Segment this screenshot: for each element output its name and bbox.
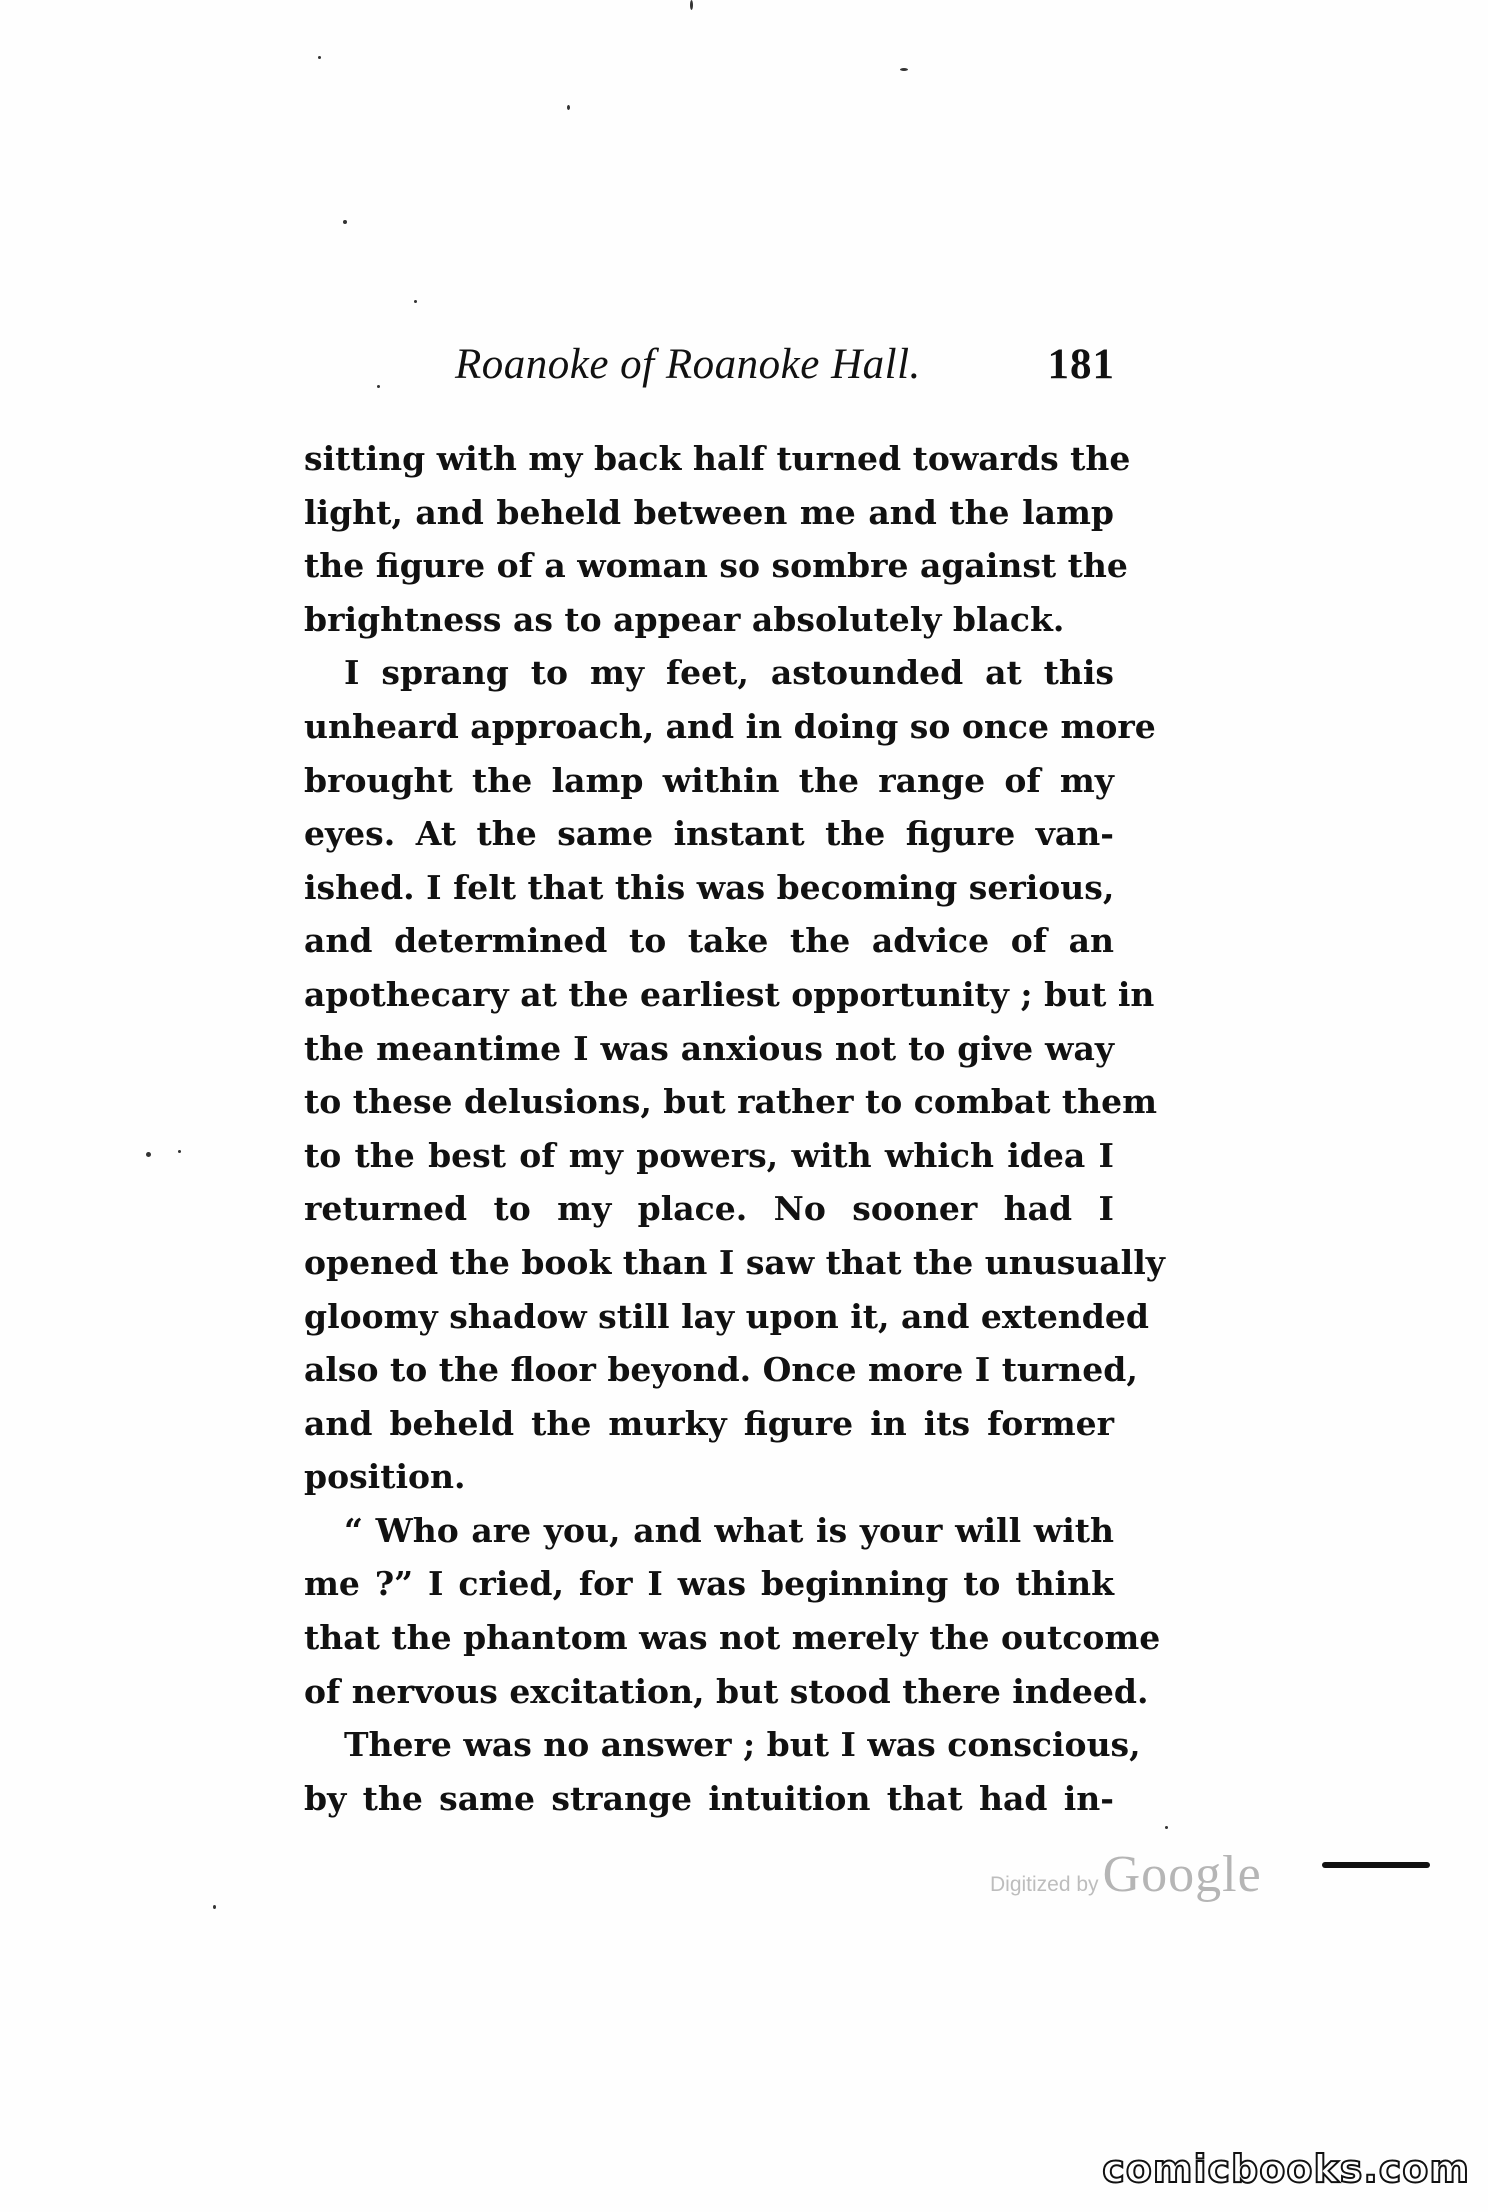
scan-speck	[178, 1150, 181, 1153]
text-line: I sprang to my feet, astounded at this	[344, 653, 1114, 693]
running-head	[455, 340, 1115, 400]
digitized-by-google-mark	[990, 1845, 1262, 1905]
text-line: position.	[304, 1457, 466, 1497]
text-line: “ Who are you, and what is your will with	[344, 1510, 1114, 1550]
text-line: of nervous excitation, but stood there indeed.	[304, 1671, 1149, 1711]
text-line: sitting with my back half turned towards the	[304, 439, 1131, 478]
text-line: apothecary at the earliest opportunity ; but in	[304, 974, 1155, 1014]
scan-speck	[900, 68, 908, 71]
scan-speck	[146, 1152, 151, 1157]
running-title: Roanoke of Roanoke Hall.	[455, 341, 921, 388]
body-text	[304, 432, 1165, 1825]
text-line: returned to my place. No sooner had I	[304, 1189, 1114, 1229]
text-line: brightness as to appear absolutely black.	[304, 599, 1065, 639]
text-line: light, and beheld between me and the lamp	[304, 492, 1114, 532]
scan-speck	[377, 385, 380, 388]
scan-speck	[318, 56, 321, 59]
text-line: and beheld the murky figure in its former	[304, 1403, 1114, 1443]
text-line: eyes. At the same instant the figure van-	[304, 814, 1114, 854]
scan-speck	[567, 105, 570, 110]
scan-speck	[414, 300, 417, 303]
text-line: gloomy shadow still lay upon it, and extended	[304, 1296, 1149, 1336]
text-line: There was no answer ; but I was conscious,	[344, 1725, 1141, 1765]
scan-speck	[213, 1905, 216, 1909]
text-line: brought the lamp within the range of my	[304, 760, 1114, 800]
ink-dash-mark	[1322, 1862, 1430, 1868]
site-watermark: comicbooks.com	[1102, 2147, 1470, 2191]
text-line: by the same strange intuition that had in-	[304, 1778, 1114, 1818]
text-line: and determined to take the advice of an	[304, 921, 1114, 961]
text-line: me ?” I cried, for I was beginning to think	[304, 1564, 1114, 1604]
text-line: to the best of my powers, with which idea I	[304, 1135, 1114, 1175]
scan-speck	[690, 0, 693, 10]
text-line: the figure of a woman so sombre against the	[304, 546, 1128, 586]
page-number: 181	[1047, 341, 1115, 388]
scan-speck	[1165, 1826, 1168, 1829]
digitized-by-label: Digitized by	[990, 1873, 1099, 1896]
text-line: that the phantom was not merely the outcome	[304, 1618, 1161, 1658]
text-line: opened the book than I saw that the unusually	[304, 1242, 1165, 1282]
scan-speck	[343, 220, 347, 224]
text-line: also to the floor beyond. Once more I turned,	[304, 1350, 1138, 1390]
text-line: unheard approach, and in doing so once more	[304, 706, 1156, 746]
text-line: ished. I felt that this was becoming serious,	[304, 867, 1115, 907]
google-logo: Google	[1102, 1846, 1262, 1903]
text-line: to these delusions, but rather to combat them	[304, 1082, 1158, 1122]
text-line: the meantime I was anxious not to give way	[304, 1028, 1114, 1068]
